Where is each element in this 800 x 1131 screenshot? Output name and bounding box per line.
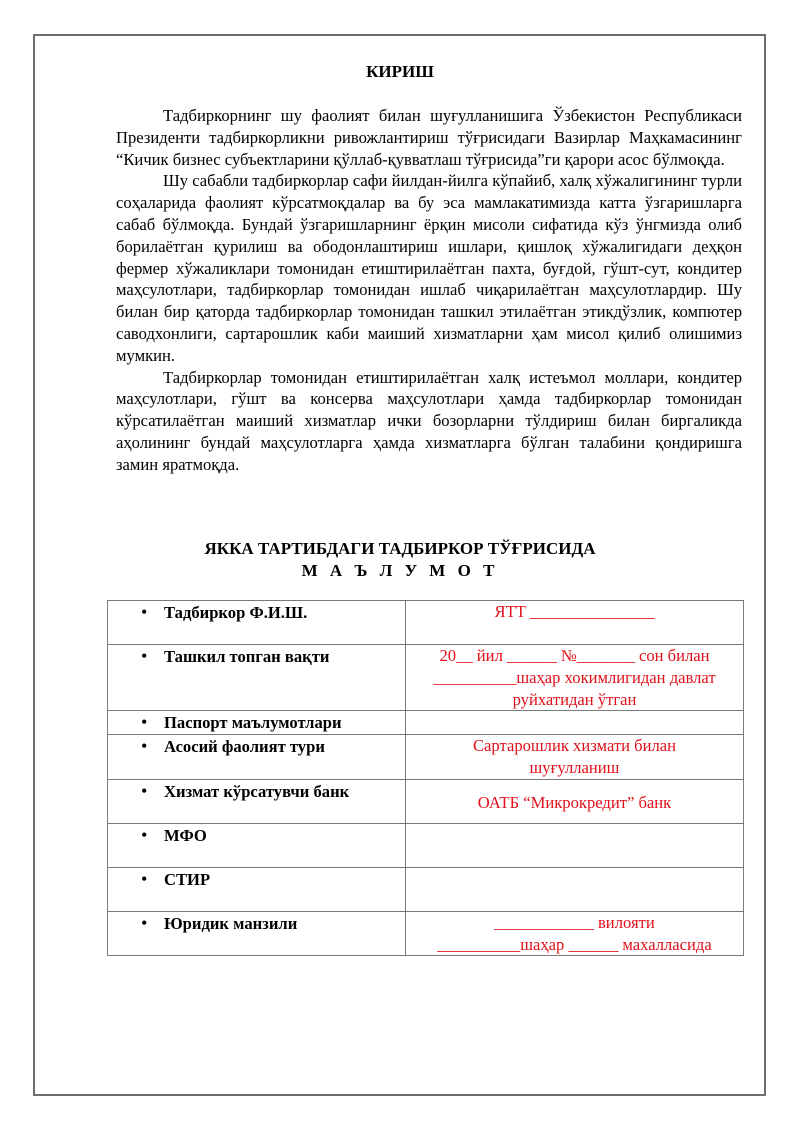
- label-cell: [108, 779, 406, 823]
- value-line: __________шаҳар хокимлигидан давлат: [433, 667, 716, 687]
- table-row: [108, 911, 744, 956]
- info-heading-line-1: ЯККА ТАРТИБДАГИ ТАДБИРКОР ТЎҒРИСИДА: [204, 539, 596, 558]
- value-cell: [406, 779, 744, 823]
- label-cell: [108, 823, 406, 867]
- table-row: [108, 823, 744, 867]
- value-cell: [406, 735, 744, 780]
- intro-body: [116, 105, 742, 476]
- value-line: Сартарошлик хизмати билан: [472, 736, 677, 756]
- bullet-icon: •: [141, 738, 147, 756]
- row-label-stir: СТИР: [164, 869, 211, 889]
- value-line: __________шаҳар ______ махалласида: [437, 934, 712, 954]
- table-row: [108, 735, 744, 780]
- intro-paragraph-2: Шу сабабли тадбиркорлар сафи йилдан-йилга кўпайиб, халқ хўжалигининг турли соҳаларида фаолият кўрсатмоқдалар ва бу эса мамлакатимизда катта ўзгаришларга сабаб бўлмоқда. Бундай ўзгаришларнинг ёрқин мисоли сифатида кўз ўнгмизда олиб борилаётган қурилиш ва ободонлаштириш ишлари, қишлоқ хўжалигидаги деҳқон фермер хўжаликлари томонидан етиштирилаётган пахта, буғдой, гўшт-сут, кондитер маҳсулотлари, тадбиркорлар томонидан ишлаб чиқарилаётган маҳсулотлардир. Шу билан бир қаторда тадбиркорлар томонидан ташкил этилаётган этикдўзлик, компютер саводхонлиги, сартарошлик каби маиший хизматларни ҳам мисол қилиб олишимиз мумкин.: [116, 171, 742, 365]
- value-cell: [406, 711, 744, 735]
- bullet-icon: •: [141, 714, 147, 732]
- intro-paragraph-3: Тадбиркорлар томонидан етиштирилаётган халқ истеъмол моллари, кондитер маҳсулотлари, гўшт ва консерва маҳсулотлари ҳамда тадбиркорлар томонидан кўрсатилаётган маиший хизматлар ички бозорларни тўлдириш билан биргаликда аҳолининг бундай маҳсулотларга ҳамда хизматларга бўлган талабини қондиришга замин яратмоқда.: [116, 367, 742, 474]
- table-row: [108, 711, 744, 735]
- value-cell: [406, 645, 744, 711]
- bullet-icon: •: [141, 826, 147, 844]
- row-label-address: Юридик манзили: [164, 913, 298, 933]
- label-cell: [108, 911, 406, 956]
- info-heading-line-2: М А Ъ Л У М О Т: [301, 561, 499, 580]
- value-line: ОАТБ “Микрокредит” банк: [477, 792, 672, 812]
- label-cell: [108, 711, 406, 735]
- value-cell: [406, 601, 744, 645]
- row-label-passport: Паспорт маълумотлари: [164, 713, 342, 733]
- row-label-mfo: МФО: [164, 825, 207, 845]
- label-cell: [108, 735, 406, 780]
- bullet-icon: •: [141, 870, 147, 888]
- table-row: [108, 645, 744, 711]
- table-row: [108, 601, 744, 645]
- value-cell: [406, 867, 744, 911]
- row-label-bank: Хизмат кўрсатувчи банк: [164, 781, 350, 801]
- intro-heading: КИРИШ: [366, 62, 434, 81]
- row-label-fio: Тадбиркор Ф.И.Ш.: [164, 603, 308, 622]
- label-cell: [108, 601, 406, 645]
- table-row: [108, 779, 744, 823]
- bullet-icon: •: [141, 604, 147, 621]
- bullet-icon: •: [141, 648, 147, 665]
- table-row: [108, 867, 744, 911]
- value-line: руйхатидан ўтган: [512, 689, 637, 709]
- value-cell: [406, 911, 744, 956]
- label-cell: [108, 867, 406, 911]
- value-line: 20__ йил ______ №_______ сон билан: [439, 646, 710, 665]
- value-line: шуғулланиш: [529, 757, 620, 777]
- info-heading: [34, 538, 766, 582]
- row-label-founded: Ташкил топган вақти: [164, 647, 330, 666]
- label-cell: [108, 645, 406, 711]
- info-table: [107, 600, 744, 956]
- bullet-icon: •: [141, 914, 147, 932]
- value-cell: [406, 823, 744, 867]
- intro-paragraph-1: Тадбиркорнинг шу фаолият билан шуғулланишига Ўзбекистон Республикаси Президенти тадбиркорликни ривожлантириш тўғрисидаги Вазирлар Маҳкамасининг “Кичик бизнес субъектларини қўллаб-қувватлаш тўғрисида”ги қарори асос бўлмоқда.: [116, 106, 742, 169]
- value-line: ____________ вилояти: [494, 912, 655, 932]
- value-line: ЯТТ _______________: [494, 602, 655, 621]
- bullet-icon: •: [141, 782, 147, 800]
- row-label-activity: Асосий фаолият тури: [164, 737, 325, 757]
